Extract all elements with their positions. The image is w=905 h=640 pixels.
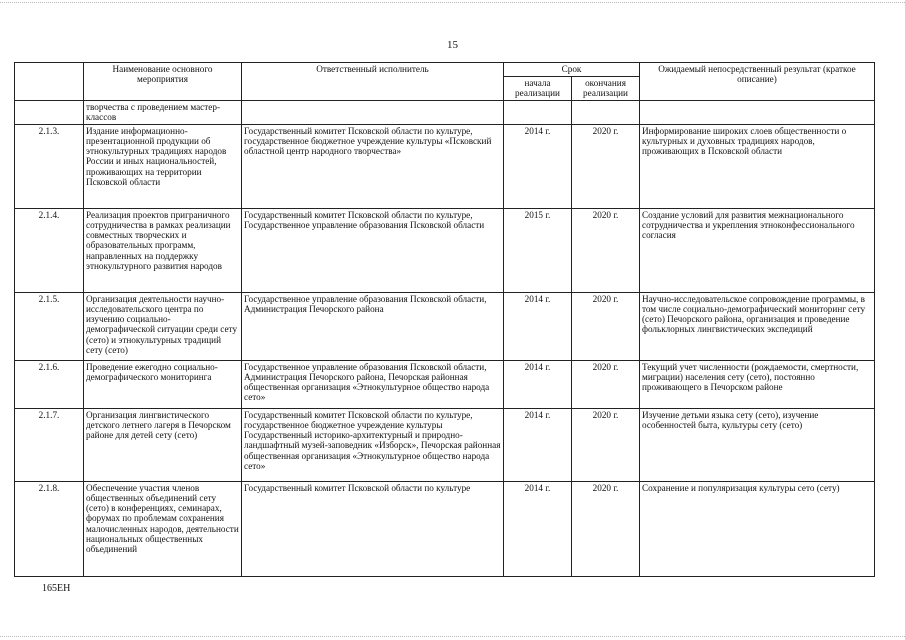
header-executor: Ответственный исполнитель [242,63,504,101]
row-start: 2014 г. [504,124,572,208]
row-number: 2.1.7. [15,408,84,481]
row-executor: Государственный комитет Псковской области по культуре [242,481,504,576]
row-start: 2014 г. [504,481,572,576]
row-name: Организация деятельности научно-исследовательского центра по изучению социально-демографической ситуации среди сету (сето) и этнокультурных традиций сету (сето) [84,292,242,360]
top-scan-edge [0,2,905,3]
row-result: Текущий учет численности (рождаемости, смертности, миграции) населения сету (сето), постоянно проживающего в Печорском районе [640,360,875,408]
row-executor: Государственный комитет Псковской области по культуре, Государственное управление образования Псковской области [242,208,504,292]
row-name: Обеспечение участия членов общественных объединений сету (сето) в конференциях, семинарах, форумах по проблемам сохранения малочисленных народов, деятельности национальных общественных объединений [84,481,242,576]
row-start: 2014 г. [504,292,572,360]
row-result: Научно-исследовательское сопровождение программы, в том числе социально-демографический мониторинг сету (сето) Печорского района, организация и проведение фольклорных лингвистических экспедиций [640,292,875,360]
table-row-continuation [15,101,875,125]
header-term: Срок [504,63,640,77]
row-start: 2015 г. [504,208,572,292]
row-result: Изучение детьми языка сету (сето), изучение особенностей быта, культуры сету (сето) [640,408,875,481]
header-name: Наименование основного мероприятия [84,63,242,101]
row-end: 2020 г. [572,408,640,481]
table-row [15,292,875,360]
table-row [15,208,875,292]
row-executor: Государственное управление образования Псковской области, Администрация Печорского района [242,292,504,360]
header-end: окончания реализации [572,77,640,101]
header-number-cell [15,63,84,101]
row-end: 2020 г. [572,124,640,208]
row-number: 2.1.3. [15,124,84,208]
row-name: Издание информационно-презентационной продукции об этнокультурных традициях народов России и иных национальностей, проживающих на территории Псковской области [84,124,242,208]
row-name: Организация лингвистического детского летнего лагеря в Печорском районе для детей сету (сето) [84,408,242,481]
row-result: Информирование широких слоев общественности о культурных и духовных традициях народов, проживающих в Псковской области [640,124,875,208]
row-end: 2020 г. [572,481,640,576]
table-row [15,124,875,208]
row-result: Сохранение и популяризация культуры сето (сету) [640,481,875,576]
row-end: 2020 г. [572,208,640,292]
row-name: Реализация проектов приграничного сотрудничества в рамках реализации совместных творческих и образовательных программ, направленных на поддержку этнокультурного развития народов [84,208,242,292]
bottom-scan-edge [0,636,905,637]
continuation-text: творчества с проведением мастер-классов [84,101,242,125]
header-start: начала реализации [504,77,572,101]
footer-code: 165ЕН [42,583,71,594]
row-name: Проведение ежегодно социально-демографического мониторинга [84,360,242,408]
header-result: Ожидаемый непосредственный результат (краткое описание) [640,63,875,101]
row-number: 2.1.6. [15,360,84,408]
table-row [15,481,875,576]
row-number: 2.1.5. [15,292,84,360]
row-start: 2014 г. [504,360,572,408]
row-end: 2020 г. [572,292,640,360]
row-number: 2.1.8. [15,481,84,576]
page-number: 15 [447,39,458,51]
row-number: 2.1.4. [15,208,84,292]
row-start: 2014 г. [504,408,572,481]
table-row [15,360,875,408]
plan-table [14,62,875,577]
row-executor: Государственный комитет Псковской области по культуре, государственное бюджетное учреждение культуры Государственный историко-архитектурный и природно-ландшафтный музей-заповедник «Изборск», Печорская районная общественная организация «Этнокультурное общество народа сето» [242,408,504,481]
row-executor: Государственный комитет Псковской области по культуре, государственное бюджетное учреждение культуры «Псковский областной центр народного творчества» [242,124,504,208]
row-end: 2020 г. [572,360,640,408]
row-executor: Государственное управление образования Псковской области, Администрация Печорского района, Печорская районная общественная организация «Этнокультурное общество народа сето» [242,360,504,408]
row-result: Создание условий для развития межнационального сотрудничества и укрепления этноконфессионального согласия [640,208,875,292]
table-row [15,408,875,481]
